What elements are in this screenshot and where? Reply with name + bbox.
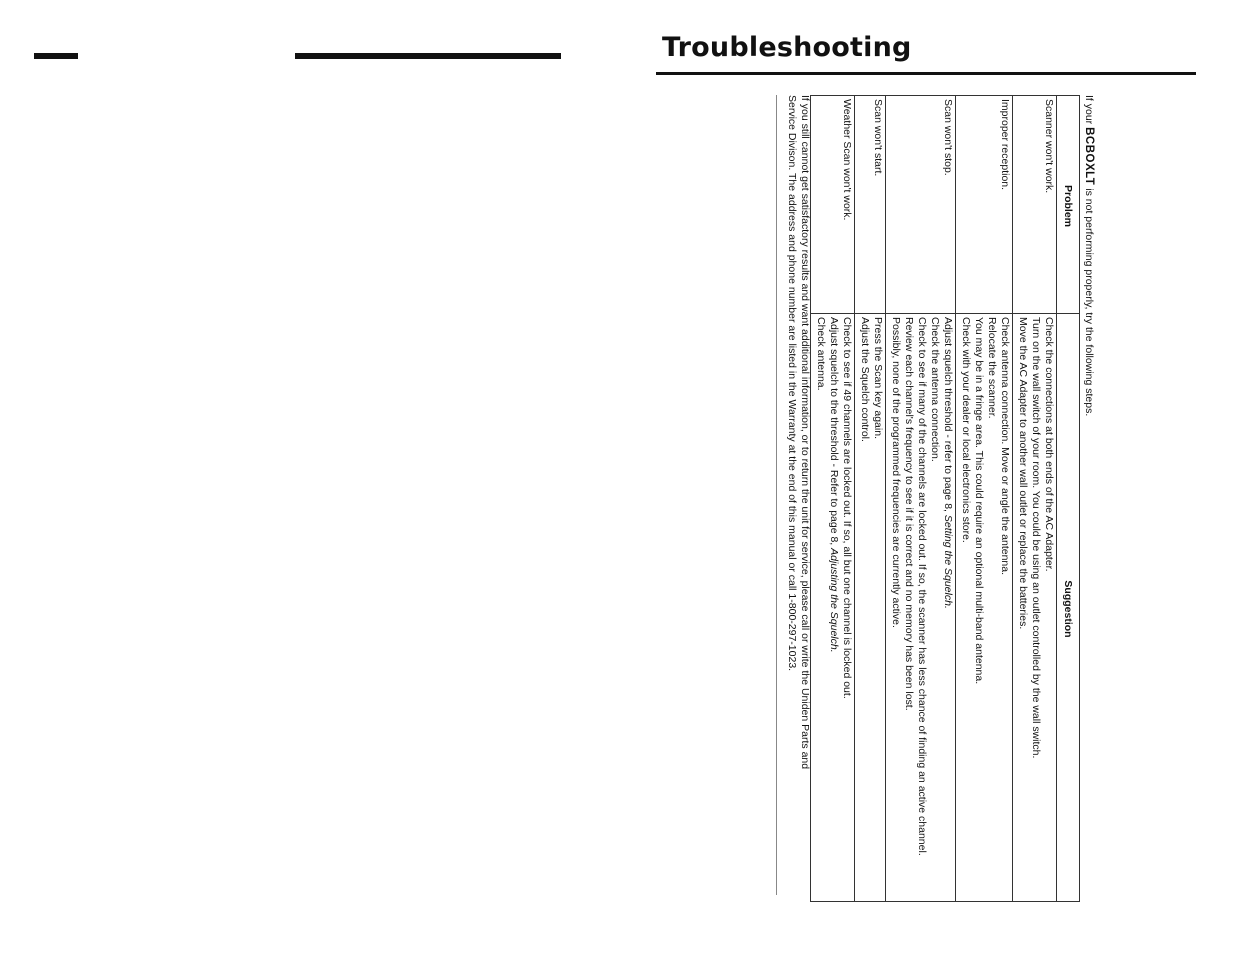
table-row [855, 96, 886, 902]
intro-text [1082, 95, 1095, 416]
problem-cell: Scanner won't work. [1013, 96, 1057, 314]
problem-cell: Scan won't start. [855, 96, 886, 314]
suggestion-line: Possibly, none of the programmed frequencies are currently active. [890, 317, 902, 628]
suggestion-line: Check the connections at both ends of the AC Adapter. [1043, 317, 1055, 572]
suggestion-line: Check antenna. [815, 317, 827, 391]
table-row [1013, 96, 1057, 902]
suggestion-text: Adjust squelch threshold - refer to page 8, [942, 317, 954, 515]
suggestion-line: Press the Scan key again. [872, 317, 884, 439]
suggestion-line: Check to see if many of the channels are locked out. If so, the scanner has less chance of finding an active channel. [916, 317, 928, 856]
page-title: Troubleshooting [662, 32, 912, 63]
suggestion-line: Check to see if 49 channels are locked out. If so, all but one channel is locked out. [841, 317, 853, 699]
suggestion-line: Adjust the Squelch control. [859, 317, 871, 442]
title-rule [656, 72, 1196, 75]
suggestion-cell [811, 314, 855, 902]
rotated-content [757, 95, 1097, 905]
suggestion-line: You may be in a fringe area. This could require an optional multi-band antenna. [973, 317, 985, 685]
suggestion-cell [855, 314, 886, 902]
page-reference: Adjusting the Squelch. [828, 548, 840, 653]
table-header-row [1057, 96, 1080, 902]
suggestion-cell [886, 314, 956, 902]
footer-line: Service Divison. The address and phone number are listed in the Warranty at the end of this manual or call 1-800-297-1023. [786, 95, 798, 672]
problem-cell: Weather Scan won't work. [811, 96, 855, 314]
footer-note [785, 95, 811, 895]
footer-line: If you still cannot get satisfactory results and want additional information, or to return the unit for service, please call or write the Uniden Parts and [799, 95, 811, 770]
bottom-rule [776, 95, 777, 895]
middle-decorative-bar [295, 53, 561, 59]
suggestion-line: Check with your dealer or local electronics store. [960, 317, 972, 543]
problem-cell: Improper reception. [956, 96, 1013, 314]
suggestion-line: Check the antenna connection. [929, 317, 941, 462]
page-reference: Setting the Squelch. [942, 514, 954, 609]
suggestion-text: Adjust squelch to the threshold - Refer to page 8, [828, 317, 840, 549]
suggestion-line: Turn on the wall switch of your room. You could be using an outlet controlled by the wall switch. [1030, 317, 1042, 759]
suggestion-line: Relocate the scanner. [986, 317, 998, 419]
suggestion-line [941, 317, 954, 901]
intro-after: is not performing properly, try the following steps. [1083, 185, 1095, 417]
suggestion-line [827, 317, 840, 901]
intro-before: If your [1083, 95, 1095, 128]
model-name: BCBOXLT [1083, 127, 1095, 186]
suggestion-line: Check antenna connection. Move or angle the antenna. [999, 317, 1011, 576]
table-row [811, 96, 855, 902]
problem-header: Problem [1057, 96, 1080, 314]
suggestion-line: Review each channel's frequency to see if it is correct and no memory has been lost. [903, 317, 915, 711]
suggestion-line: Move the AC Adapter to another wall outlet or replace the batteries. [1017, 317, 1029, 630]
problem-cell: Scan won't stop. [886, 96, 956, 314]
troubleshooting-table [810, 95, 1080, 902]
table-row [956, 96, 1013, 902]
suggestion-header: Suggestion [1057, 314, 1080, 902]
table-row [886, 96, 956, 902]
suggestion-cell [1013, 314, 1057, 902]
left-decorative-bar [34, 53, 78, 59]
suggestion-cell [956, 314, 1013, 902]
